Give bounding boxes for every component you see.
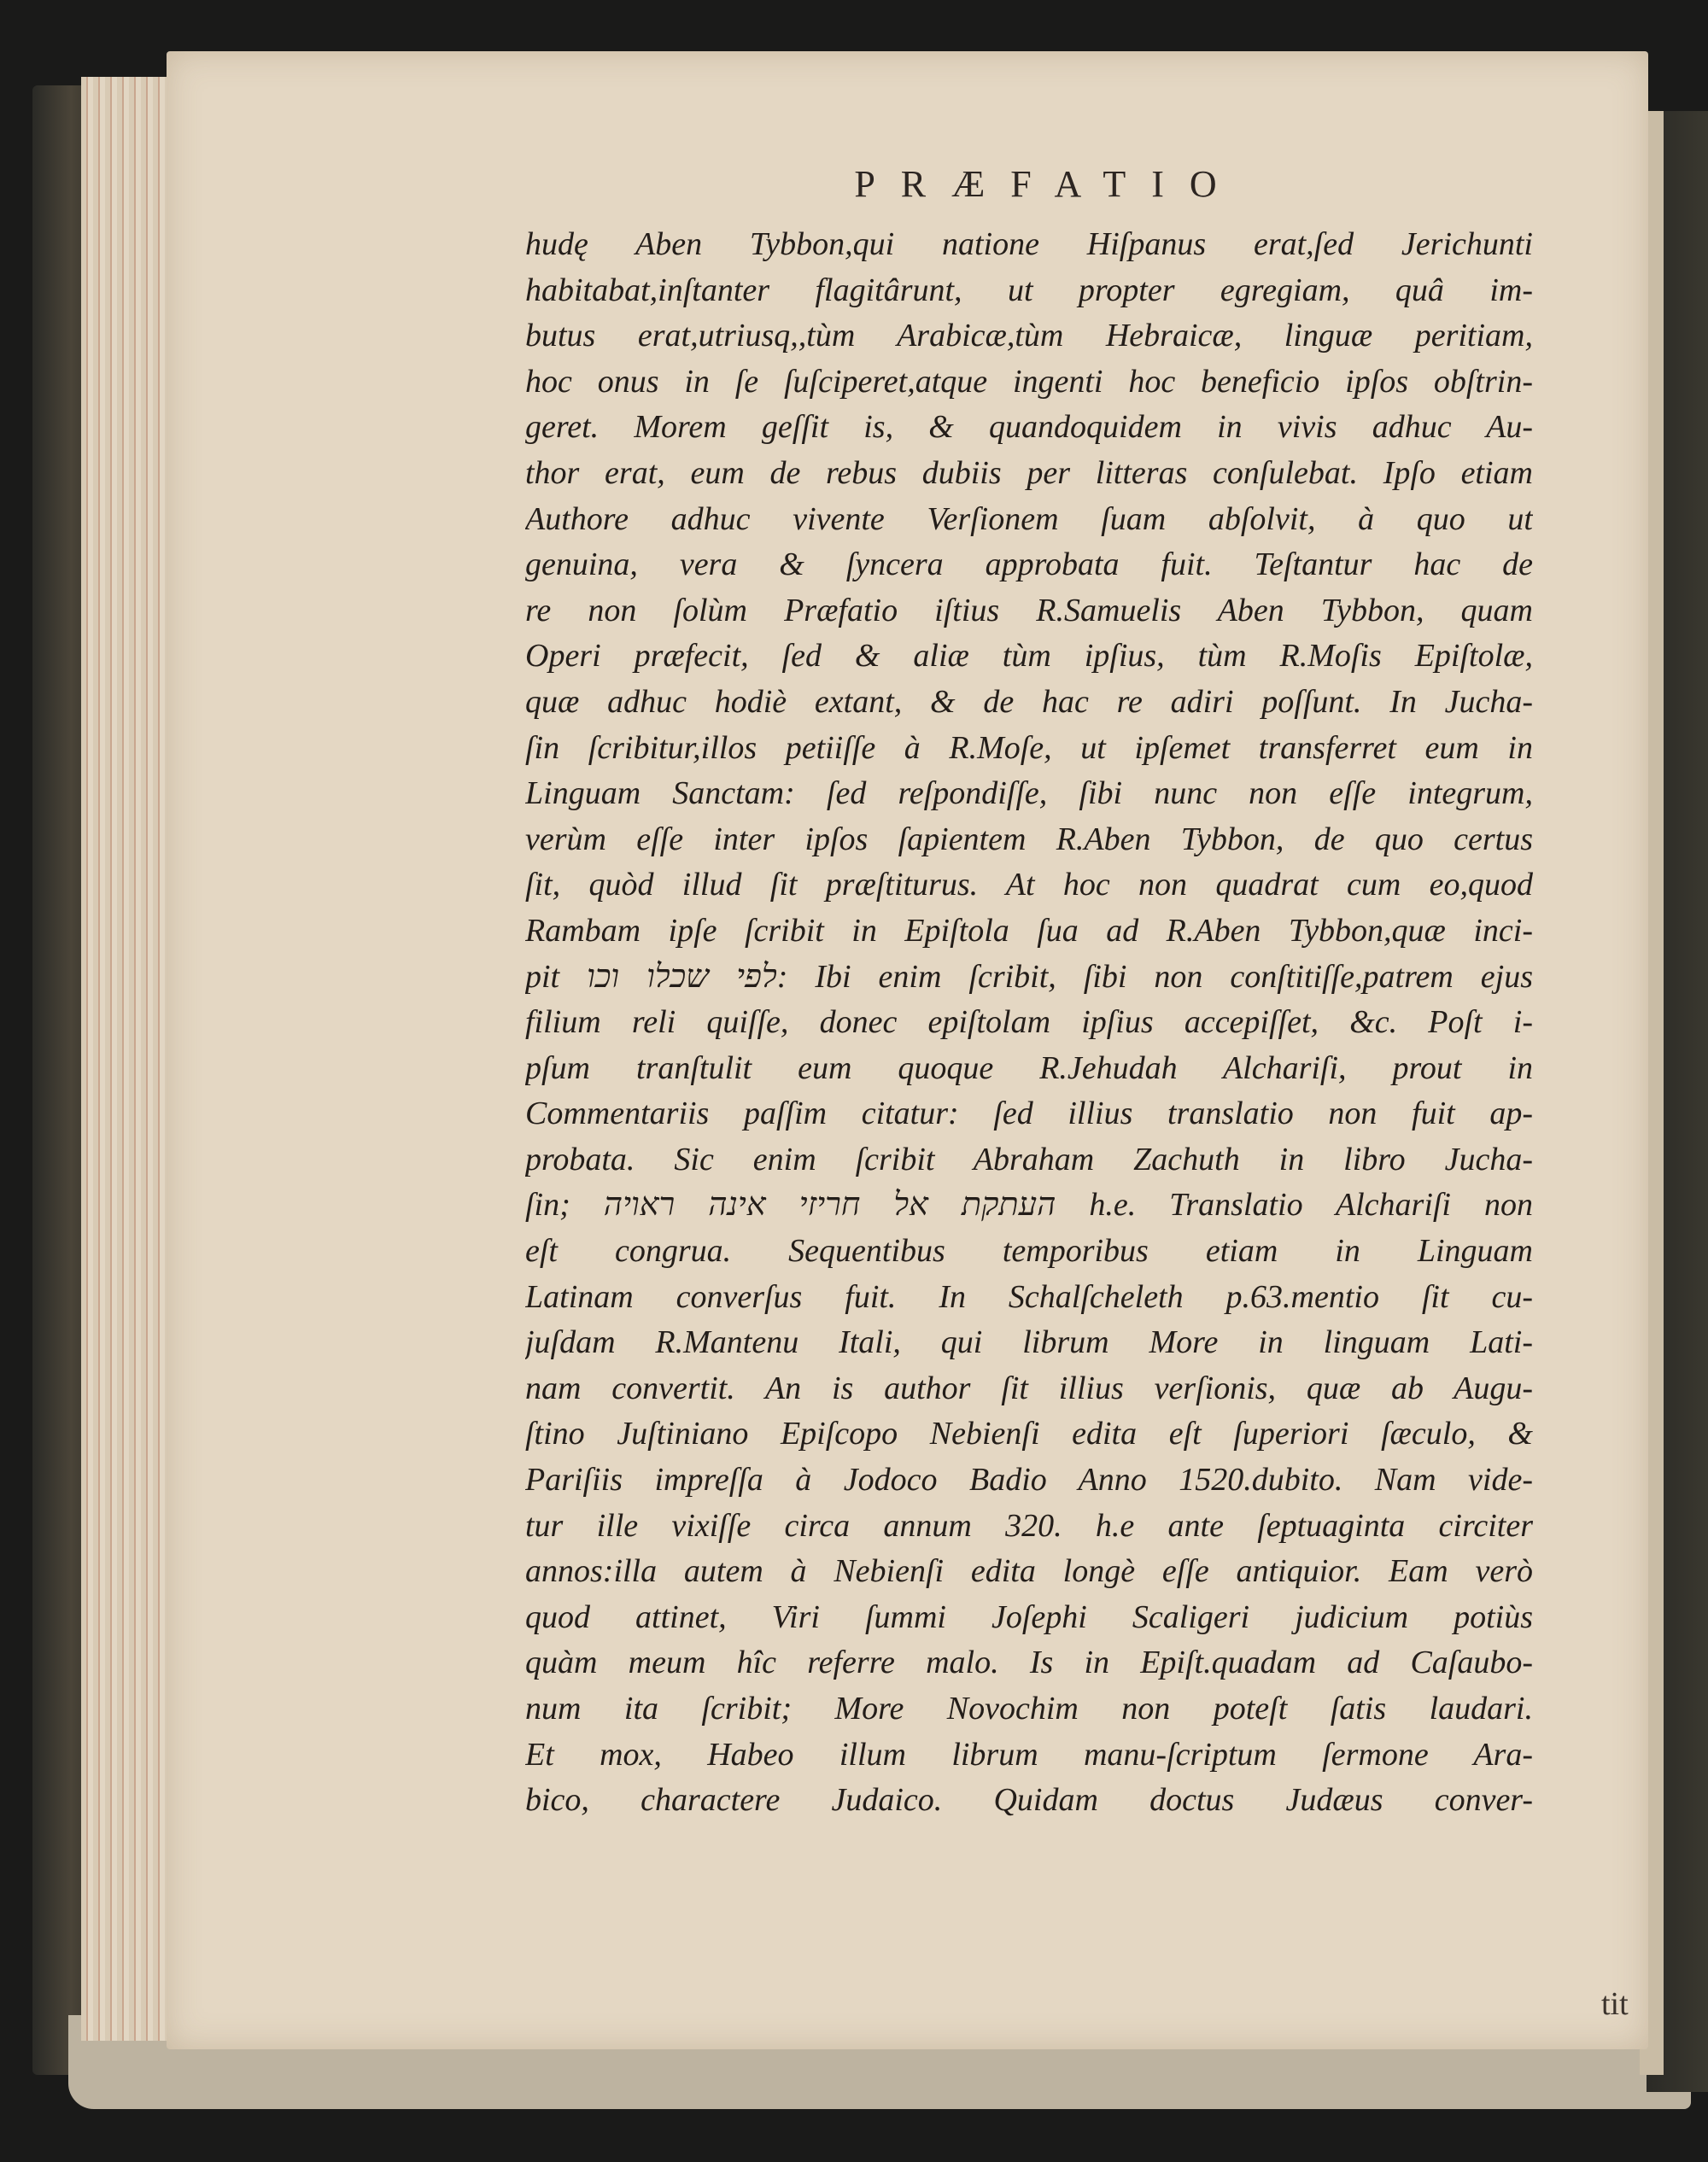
text-line: Operi præfecit, ſed & aliæ tùm ipſius, tùm R.Moſis Epiſtolæ, (525, 638, 1533, 675)
text-line: filium reli quiſſe, donec epiſtolam ipſius accepiſſet, &c. Poſt i- (525, 1004, 1533, 1041)
text-line: hudę Aben Tybbon,qui natione Hiſpanus erat,ſed Jerichunti (525, 226, 1533, 262)
text-line: geret. Morem geſſit is, & quandoquidem in vivis adhuc Au- (525, 409, 1533, 446)
text-line: ſin; העתקת אל חריזי אינה ראויה h.e. Translatio Alchariſi non (525, 1187, 1533, 1224)
text-line: bico, charactere Judaico. Quidam doctus Judæus conver- (525, 1782, 1533, 1819)
text-line: Linguam Sanctam: ſed reſpondiſſe, ſibi nunc non eſſe integrum, (525, 775, 1533, 812)
text-line: tur ille vixiſſe circa annum 320. h.e ante ſeptuaginta circiter (525, 1507, 1533, 1544)
running-header: PRÆFATIO (854, 163, 1243, 205)
text-line: eſt congrua. Sequentibus temporibus etiam in Linguam (525, 1233, 1533, 1270)
text-line: hoc onus in ſe ſuſciperet,atque ingenti hoc beneficio ipſos obſtrin- (525, 363, 1533, 400)
text-line: ſtino Juſtiniano Epiſcopo Nebienſi edita eſt ſuperiori ſæculo, & (525, 1416, 1533, 1452)
text-line: Et mox, Habeo illum librum manu-ſcriptum ſermone Ara- (525, 1736, 1533, 1773)
text-line: annos:illa autem à Nebienſi edita longè eſſe antiquior. Eam verò (525, 1553, 1533, 1590)
text-line: butus erat,utriusq,,tùm Arabicæ,tùm Hebraicæ, linguæ peritiam, (525, 318, 1533, 354)
text-line: Authore adhuc vivente Verſionem ſuam abſolvit, à quo ut (525, 500, 1533, 537)
text-line: habitabat,inſtanter flagitârunt, ut propter egregiam, quâ im- (525, 272, 1533, 308)
text-line: Commentariis paſſim citatur: ſed illius translatio non fuit ap- (525, 1096, 1533, 1132)
text-line: re non ſolùm Præfatio iſtius R.Samuelis Aben Tybbon, quam (525, 592, 1533, 628)
text-line: probata. Sic enim ſcribit Abraham Zachuth in libro Jucha- (525, 1141, 1533, 1177)
text-line: Pariſiis impreſſa à Jodoco Badio Anno 1520.dubito. Nam vide- (525, 1462, 1533, 1499)
text-line: genuina, vera & ſyncera approbata fuit. Teſtantur hac de (525, 546, 1533, 583)
text-line: pit לפי שכלו וכו: Ibi enim ſcribit, ſibi non conſtitiſſe,patrem ejus (525, 958, 1533, 995)
text-line: ſit, quòd illud ſit præſtiturus. At hoc non quadrat cum eo,quod (525, 867, 1533, 903)
text-line: quàm meum hîc referre malo. Is in Epiſt.quadam ad Caſaubo- (525, 1645, 1533, 1681)
text-line: juſdam R.Mantenu Itali, qui librum More in linguam Lati- (525, 1324, 1533, 1361)
book-page (167, 51, 1648, 2049)
text-line: Latinam converſus fuit. In Schalſcheleth p.63.mentio ſit cu- (525, 1278, 1533, 1315)
text-line: num ita ſcribit; More Novochim non poteſt ſatis laudari. (525, 1691, 1533, 1727)
text-line: Rambam ipſe ſcribit in Epiſtola ſua ad R.Aben Tybbon,quæ inci- (525, 912, 1533, 949)
text-line: quod attinet, Viri ſummi Joſephi Scaligeri judicium potiùs (525, 1598, 1533, 1635)
text-line: nam convertit. An is author ſit illius verſionis, quæ ab Augu- (525, 1370, 1533, 1406)
text-line: pſum tranſtulit eum quoque R.Jehudah Alchariſi, prout in (525, 1049, 1533, 1086)
text-line: quæ adhuc hodiè extant, & de hac re adiri poſſunt. In Jucha- (525, 683, 1533, 720)
body-text (525, 222, 1533, 1824)
text-line: thor erat, eum de rebus dubiis per litteras conſulebat. Ipſo etiam (525, 454, 1533, 491)
catchword: tit (1601, 1986, 1629, 2022)
text-line: verùm eſſe inter ipſos ſapientem R.Aben Tybbon, de quo certus (525, 821, 1533, 857)
text-line: ſin ſcribitur,illos petiiſſe à R.Moſe, ut ipſemet transferret eum in (525, 729, 1533, 766)
